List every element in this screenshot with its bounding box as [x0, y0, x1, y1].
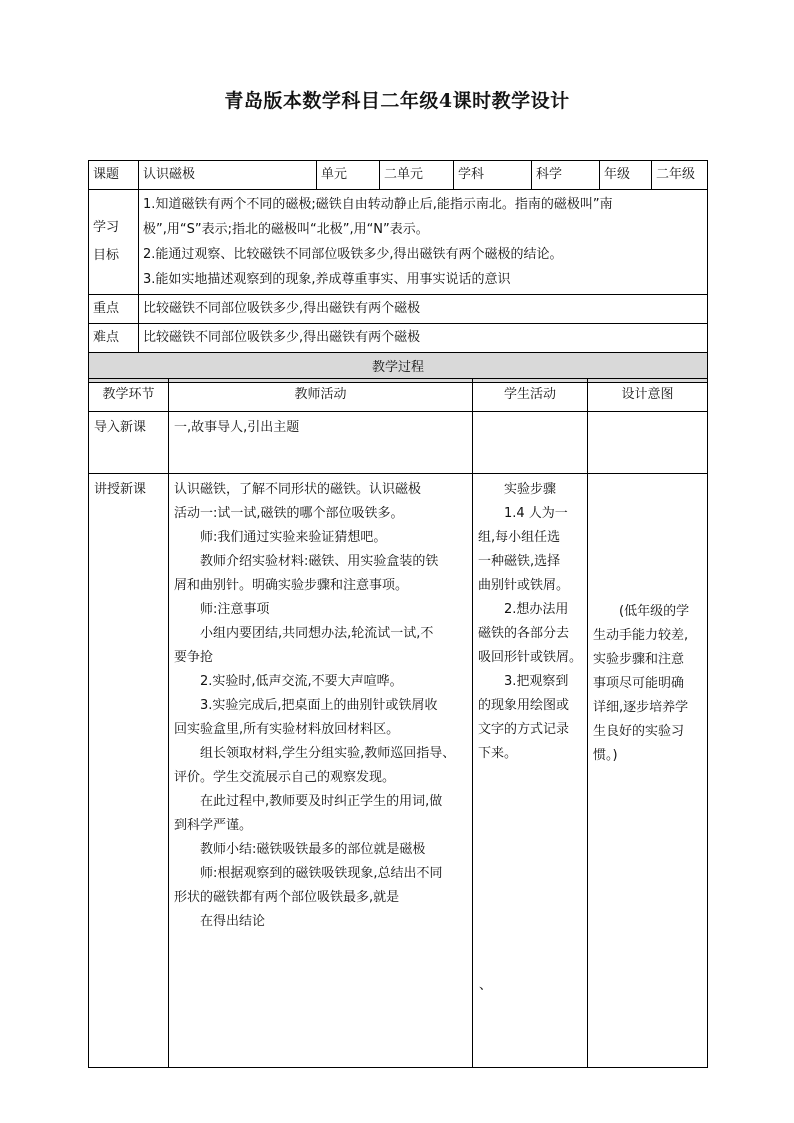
teacher-line: 到科学严谨。 — [174, 818, 253, 833]
teacher-line: 教师介绍实验材料:磁铁、用实验盒装的铁 — [200, 554, 439, 569]
lesson-intent — [588, 474, 708, 1068]
topic-label: 课题 — [89, 161, 139, 190]
student-line: 2.想办法用 — [504, 602, 569, 617]
intent-line: 惯。) — [593, 748, 618, 763]
student-line: 1.4 人为一 — [504, 506, 568, 521]
teacher-line: 3.实验完成后,把桌面上的曲别针或铁屑收 — [200, 698, 438, 713]
intro-step: 导入新课 — [89, 412, 169, 474]
teacher-line: 师:我们通过实验来验证猜想吧。 — [200, 530, 387, 545]
goal-line: 极”,用“S”表示;指北的磁极叫“北极”,用“N”表示。 — [143, 222, 429, 237]
student-line: 实验步骤 — [503, 482, 556, 497]
goals-label — [89, 190, 139, 295]
student-line: 3.把观察到 — [504, 674, 569, 689]
grade-value: 二年级 — [652, 161, 708, 190]
difficulty-label: 难点 — [89, 324, 139, 353]
student-line: 下来。 — [478, 746, 518, 761]
lesson-step: 讲授新课 — [89, 474, 169, 1068]
intent-line: (低年级的学 — [619, 604, 690, 619]
header-intent: 设计意图 — [588, 379, 708, 412]
key-point-value: 比较磁铁不同部位吸铁多少,得出磁铁有两个磁极 — [139, 295, 708, 324]
lesson-student — [473, 474, 588, 1068]
intro-teacher: 一,故事导人,引出主题 — [169, 412, 473, 474]
teacher-line: 认识磁铁，了解不同形状的磁铁。认识磁极 — [174, 482, 422, 497]
teacher-line: 组长领取材料,学生分组实验,教师巡回指导、 — [200, 746, 456, 761]
key-point-label: 重点 — [89, 295, 139, 324]
lesson-teacher — [169, 474, 473, 1068]
student-line: 曲别针或铁屑。 — [478, 578, 570, 593]
goal-line: 2.能通过观察、比较磁铁不同部位吸铁多少,得出磁铁有两个磁极的结论。 — [143, 247, 563, 262]
teacher-line: 在得出结论 — [200, 914, 266, 929]
student-mark: 、 — [479, 978, 493, 993]
teacher-line: 回实验盒里,所有实验材料放回材料区。 — [174, 722, 400, 737]
teaching-process-table — [88, 378, 708, 1068]
goal-line: 3.能如实地描述观察到的现象,养成尊重事实、用事实说话的意识 — [143, 272, 511, 287]
document-title: 青岛版本数学科目二年级4课时教学设计 — [224, 90, 570, 112]
student-line: 的现象用绘图或 — [478, 698, 570, 713]
intent-line: 详细,逐步培养学 — [593, 700, 689, 715]
difficulty-value: 比较磁铁不同部位吸铁多少,得出磁铁有两个磁极 — [139, 324, 708, 353]
student-line: 一种磁铁,选择 — [478, 554, 561, 569]
teacher-line: 师:注意事项 — [200, 602, 270, 617]
student-line: 吸回形针或铁屑。 — [478, 650, 583, 665]
teacher-line: 教师小结:磁铁吸铁最多的部位就是磁极 — [200, 842, 426, 857]
student-line: 磁铁的各部分去 — [478, 626, 570, 641]
goals-label-line2: 目标 — [93, 248, 120, 263]
process-title: 教学过程 — [89, 353, 708, 383]
header-teacher: 教师活动 — [169, 379, 473, 412]
teacher-line: 评价。学生交流展示自己的观察发现。 — [174, 770, 396, 785]
teacher-line: 活动一:试一试,磁铁的哪个部位吸铁多。 — [174, 506, 404, 521]
goal-line: 1.知道磁铁有两个不同的磁极;磁铁自由转动静止后,能指示南北。指南的磁极叫”南 — [143, 197, 613, 212]
student-line: 文字的方式记录 — [478, 722, 570, 737]
goals-label-line1: 学习 — [93, 220, 120, 235]
intent-line: 生良好的实验习 — [593, 724, 685, 739]
grade-label: 年级 — [600, 161, 652, 190]
lesson-info-table — [88, 160, 708, 383]
intro-student — [473, 412, 588, 474]
teacher-line: 要争抢 — [174, 650, 214, 665]
teacher-line: 师:根据观察到的磁铁吸铁现象,总结出不同 — [200, 866, 443, 881]
teacher-line: 形状的磁铁都有两个部位吸铁最多,就是 — [174, 890, 400, 905]
subject-value: 科学 — [532, 161, 600, 190]
header-student: 学生活动 — [473, 379, 588, 412]
intro-intent — [588, 412, 708, 474]
header-step: 教学环节 — [89, 379, 169, 412]
teacher-line: 屑和曲别针。明确实验步骤和注意事项。 — [174, 578, 409, 593]
topic-value: 认识磁极 — [139, 161, 317, 190]
intent-line: 事项尽可能明确 — [593, 676, 685, 691]
teacher-line: 在此过程中,教师要及时纠正学生的用词,做 — [200, 794, 443, 809]
intent-line: 生动手能力较差, — [593, 628, 689, 643]
student-line: 组,每小组任选 — [478, 530, 561, 545]
unit-value: 二单元 — [380, 161, 454, 190]
unit-label: 单元 — [317, 161, 380, 190]
goals-content — [139, 190, 708, 295]
teacher-line: 小组内要团结,共同想办法,轮流试一试,不 — [200, 626, 434, 641]
intent-line: 实验步骤和注意 — [593, 652, 685, 667]
subject-label: 学科 — [454, 161, 532, 190]
teacher-line: 2.实验时,低声交流,不要大声喧哗。 — [200, 674, 403, 689]
